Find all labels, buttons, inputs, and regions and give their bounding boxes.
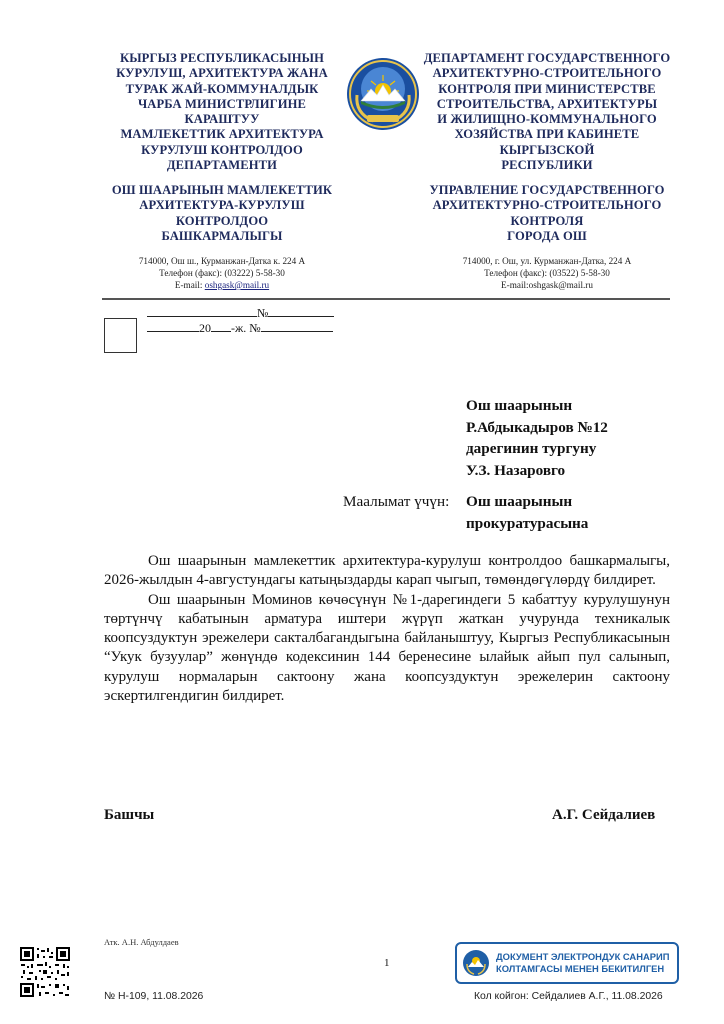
header-line: ДЕПАРТАМЕНТ ГОСУДАРСТВЕННОГО [423,51,671,65]
info-line: прокуратурасына [466,514,589,532]
number-label: № [257,306,269,320]
header-left-contacts [100,255,344,291]
header-line: КОНТРОЛЯ ПРИ МИНИСТЕРСТВЕ [438,81,656,96]
header-right-ministry [420,51,674,173]
electronic-signature-stamp [455,942,679,984]
page-number: 1 [384,957,390,969]
header-line: ДЕПАРТАМЕНТИ [166,158,278,173]
email-line [100,279,344,291]
header-line: КОНТРОЛЯ [510,213,584,228]
esign-line: ДОКУМЕНТ ЭЛЕКТРОНДУК САНАРИП [496,951,670,962]
kyrgyz-state-emblem-icon [345,55,421,133]
header-line: АРХИТЕКТУРНО-СТРОИТЕЛЬНОГО [432,66,662,81]
header-line: РЕСПУБЛИКИ [501,158,593,173]
header-line: ЧАРБА МИНИСТРЛИГИНЕ [137,96,307,111]
signed-by: Кол койгон: Сейдалиев А.Г., 11.08.2026 [474,991,663,1002]
phone: Телефон (факс): (03222) 5-58-30 [159,268,285,278]
phone: Телефон (факс): (03522) 5-58-30 [484,268,610,278]
header-line: ГОРОДА ОШ [507,228,587,243]
letter-body [104,552,670,706]
signature-name: А.Г. Сейдалиев [552,807,656,823]
email-link[interactable]: oshgask@mail.ru [204,280,270,290]
header-line: ТУРАК ЖАЙ-КОММУНАЛДЫК [125,81,319,96]
header-line: КУРУЛУШ КОНТРОЛДОО [141,142,303,157]
recipient-line: Ош шаарынын [466,397,573,414]
recipient-line: дарегинин тургуну [466,440,597,458]
number-label: -ж. № [231,321,261,335]
registration-line-2 [147,320,333,335]
header-divider [102,298,670,300]
esign-text [496,951,669,975]
document-number: № Н-109, 11.08.2026 [104,991,204,1002]
esign-line: КОЛТАМГАСЫ МЕНЕН БЕКИТИЛГЕН [496,963,665,974]
header-right-office [420,183,674,244]
header-line: И ЖИЛИЩНО-КОММУНАЛЬНОГО [437,112,657,127]
header-line: КОНТРОЛДОО [175,213,269,228]
header-left-ministry [100,51,344,173]
header-line: АРХИТЕКТУРА-КУРУЛУШ [139,198,305,213]
info-label: Маалымат үчүн: [343,493,450,510]
header-line: БАШКАРМАЛЫГЫ [161,228,283,243]
header-line: КУРУЛУШ, АРХИТЕКТУРА ЖАНА [116,66,328,81]
recipient-line: Р.Абдыкадыров №12 [466,418,608,436]
header-line: СТРОИТЕЛЬСТВА, АРХИТЕКТУРЫ [436,96,658,111]
header-line: УПРАВЛЕНИЕ ГОСУДАРСТВЕННОГО [429,183,665,197]
signature-title: Башчы [104,807,155,823]
address: 714000, Ош ш., Курманжан-Датка к. 224 А [138,256,306,266]
registration-line-1 [147,305,334,320]
year-label: 20 [199,321,211,335]
registration-box [104,318,137,353]
header-line: МАМЛЕКЕТТИК АРХИТЕКТУРА [120,127,324,142]
header-line: ХОЗЯЙСТВА ПРИ КАБИНЕТЕ [454,127,640,142]
header-line: АРХИТЕКТУРНО-СТРОИТЕЛЬНОГО [432,198,662,213]
address: 714000, г. Ош, ул. Курманжан-Датка, 224 А [462,256,632,266]
kyrgyz-emblem-icon [462,949,490,977]
recipient-block [466,395,608,481]
body-paragraph: Ош шаарынын мамлекеттик архитектура-курулуш контролдоо башкармалыгы, 2026-жылдын 4-августундагы катыңыздарды карап чыгып, төмөндөгүлөрдү билдирет. [104,553,670,589]
header-right-contacts [420,255,674,291]
email-prefix: E-mail: [174,280,205,290]
header-left-office [100,183,344,244]
info-line: Ош шаарынын [466,493,573,510]
body-paragraph: Ош шаарынын Моминов көчөсүнүн №1-дарегиндеги 5 кабаттуу курулушунун төртүнчү кабатынын арматура иштери жүрүп жаткан учурунда техникалык коопсуздуктун эрежелери сакталбагандыгына байланыштуу, Кыргыз Республикасынын “Укук бузуулар” жөнүндө кодексинин 144 беренесине ылайык айып пул салынып, курулуш нормаларын сактоону жана коопсуздуктун эрежелерин сактоону эскертилгендигин билдирет. [104,591,670,705]
recipient-line: У.З. Назаровго [466,461,566,479]
header-line: КЫРГЫЗ РЕСПУБЛИКАСЫНЫН [119,51,324,65]
header-line: ОШ ШААРЫНЫН МАМЛЕКЕТТИК [111,183,333,197]
header-line: КЫРГЫЗСКОЙ [499,142,595,157]
email-line: E-mail:oshgask@mail.ru [501,280,593,290]
qr-code-icon [19,946,71,998]
executor-note: Атк. А.Н. Абдулдаев [104,937,179,947]
info-block [466,491,588,534]
header-line: КАРАШТУУ [184,112,260,127]
